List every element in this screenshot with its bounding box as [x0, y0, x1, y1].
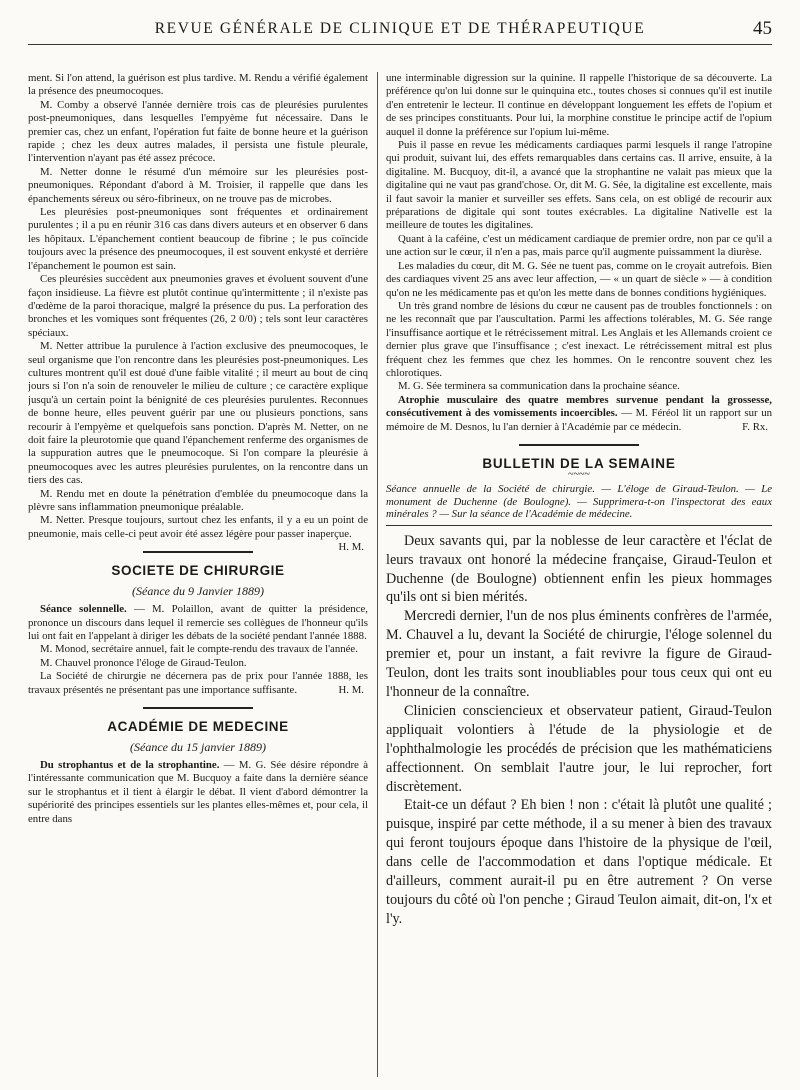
- page-number: 45: [753, 18, 772, 39]
- paragraph: M. G. Sée terminera sa communication dans la prochaine séance.: [398, 380, 680, 393]
- paragraph: Les pleurésies post-pneumoniques sont fréquentes et ordinairement purulentes ; il a pu en réunir 316 cas dans divers auteurs et en observer 6 dans les hôpitaux. L'épanchement contient beaucoup de fibrine ; le pus coïncide toujours avec la présence des pneumocoques, il est souvent enkysté et derrière l'épanchement le poumon est sain.: [28, 206, 368, 272]
- paragraph: Deux savants qui, par la noblesse de leur caractère et l'éclat de leurs travaux ont honoré la médecine française, Giraud-Teulon et Duchenne (de Boulogne) obtiennent enfin les pieux hommages qu'ils ont si bien mérités.: [386, 532, 772, 606]
- article-columns: [28, 72, 772, 1077]
- section-divider: [143, 551, 253, 553]
- paragraph: M. Monod, secrétaire annuel, fait le compte-rendu des travaux de l'année.: [40, 643, 358, 656]
- paragraph: M. Rendu met en doute la pénétration d'emblée du pneumocoque dans la plèvre sans inflammation pneumonique préalable.: [28, 487, 368, 513]
- section-title-medecine: ACADÉMIE DE MEDECINE: [107, 719, 289, 735]
- paragraph: Les maladies du cœur, dit M. G. Sée ne tuent pas, comme on le croyait autrefois. Bien des cardiaques vivent 25 ans avec leur affection, — « un quart de siècle » — à condition qu'on ne les médicamente pas et qu'on les mette dans de bonnes conditions hygiéniques.: [386, 259, 772, 299]
- paragraph: Un très grand nombre de lésions du cœur ne causent pas de troubles fonctionnels : on ne les reconnaît que par l'auscultation. Parmi les affections tolérables, M. G. Sée range l'insuffisance aortique et le rétrécissement mitral. Les Anglais et les Allemands croient ce dernier plus grave que l'insuffisance ; c'est inexact. Le rétrécissement mitral est plus fréquent chez les femmes que chez les hommes. On le rencontre souvent chez les chlorotiques.: [386, 299, 772, 379]
- paragraph: une interminable digression sur la quinine. Il rappelle l'historique de sa découverte. La préférence qu'on lui donne sur le quinquina etc., toutes choses si connues qu'il est inutile d'en entretenir le lecteur. Il continue en développant longuement les effets de l'opium et de ses principes constituants. Pour lui, la morphine constitue le principe actif de l'opium auquel il donne la préférence sur l'opium lui-même.: [386, 72, 772, 138]
- paragraph: Mercredi dernier, l'un de nos plus éminents confrères de l'armée, M. Chauvel a lu, devant la Société de chirurgie, l'éloge solennel du premier et, pour un instant, a fait revivre la figure de Giraud-Teulon, dont les traits sont inoubliables pour tous ceux qui ont eu l'honneur de la connaître.: [386, 608, 772, 700]
- lead-heading: Du strophantus et de la strophantine.: [40, 759, 220, 772]
- signature: F. Rx.: [742, 420, 768, 433]
- signature: H. M.: [338, 683, 364, 696]
- session-date: (Séance du 9 Janvier 1889): [132, 584, 264, 599]
- section-title-chirurgie: SOCIETE DE CHIRURGIE: [111, 563, 285, 579]
- paragraph: [28, 603, 368, 643]
- running-title: REVUE GÉNÉRALE DE CLINIQUE ET DE THÉRAPEUTIQUE: [154, 20, 646, 37]
- paragraph-text: M. Netter. Presque toujours, surtout chez les enfants, il y a eu un point de pneumonie, mais celle-ci peut avoir été assez légère pour passer inaperçue.: [28, 514, 368, 540]
- paragraph-text: — M. Polaillon, avant de quitter la présidence, prononce un discours dans lequel il remercie ses collègues de l'honneur qu'ils lui ont fait en l'appelant à diriger les débats de la société pendant l'année 1888.: [28, 603, 368, 643]
- paragraph: Clinicien consciencieux et observateur patient, Giraud-Teulon appliquait volontiers à l'étude de la physiologie et de l'ophthalmologie les procédés de précision que les mathématiciens affectionnent. On semblait l'autre jour, le lui reprocher, fort discrètement.: [386, 702, 772, 795]
- paragraph: Quant à la caféine, c'est un médicament cardiaque de premier ordre, non par ce qu'il a une action sur le cœur, il n'en a pas, mais parce qu'il augmente puissamment la diurèse.: [386, 232, 772, 259]
- paragraph: Ces pleurésies succèdent aux pneumonies graves et évoluent souvent d'une façon insidieuse. La fièvre est plutôt continue qu'intermittente ; il n'existe pas d'œdème de la paroi thoracique, malgré la présence du pus. La perforation des bronches et les vomiques sont fréquentes (26, 2 0/0) ; tels sont leur caractères spéciaux.: [28, 273, 368, 339]
- paragraph: Puis il passe en revue les médicaments cardiaques parmi lesquels il range l'atropine qui produit, suivant lui, des effets remarquables dans certains cas. Il arrive, ensuite, à la digitaline. M. Bucquoy, dit-il, a avancé que la strophantine ne valait pas mieux que la digitaline qui ne vaut pas grand'chose. Or, dit M. G. Sée, la digitaline est excellente, mais il faut savoir la manier et surveiller ses effets. Sans cela, on est obligé de recourir aux préparations de digitale qui sont toutes exécrables. La digitaline Nativelle est la meilleure de toutes les digitalines.: [386, 139, 772, 232]
- right-column: [386, 72, 772, 1077]
- column-divider: [377, 72, 378, 1077]
- paragraph: Etait-ce un défaut ? Eh bien ! non : c'était là plutôt une qualité ; puisque, inspiré par cette méthode, il a su mener à bien des travaux qui feront toujours époque dans l'histoire de la physique de l'œil, dans celle de l'accommodation et dans l'optique médicale. Et d'ailleurs, comment aurait-il pu en être autrement ? On verse toujours du côté où l'on penche ; Giraud Teulon aimait, dit-on, l'x et l'y.: [386, 797, 772, 927]
- paragraph-text: — M. G. Sée désire répondre à l'intéressante communication que M. Bucquoy a faite dans la dernière séance sur le strophantus et il tient à élargir le débat. Il vient d'abord démontrer la supériorité des principes essentiels sur les plantes elles-mêmes et, pour cela, il entre dans: [28, 759, 368, 825]
- paragraph-signed: [386, 394, 772, 434]
- paragraph: ment. Si l'on attend, la guérison est plus tardive. M. Rendu a vérifié également la présence des pneumocoques.: [28, 72, 368, 98]
- paragraph-text: La Société de chirurgie ne décernera pas de prix pour l'année 1888, les travaux présentés ne présentant pas une importance suffisante.: [28, 670, 368, 696]
- ornament: ~~~~: [568, 468, 590, 480]
- paragraph: M. Netter attribue la purulence à l'action exclusive des pneumocoques, le seul organisme que l'on rencontre dans les pleurésies post-pneumoniques. Les cultures montrent qu'il est doué d'une faible vitalité ; il meurt au bout de cinq jours si l'on n'a soin de renouveler le milieu de culture ; ce caractère explique jusqu'à un certain point la bénignité de ces pleurésies purulentes. Reconnues de bonne heure, elles peuvent guérir par une ou plusieurs ponctions, sans recourir à l'empyème et quelquefois sans ponction. D'après M. Netter, on ne doit faire la pleurotomie que quand l'épanchement renferme des organismes de la suppuration autres que le pneumocoque. Si l'on compare la pleurésie à pneumocoques avec les autres pleurésies purulentes, on la rencontre dans un tiers des cas.: [28, 340, 368, 487]
- page-header: [28, 14, 772, 45]
- paragraph-signed: [28, 514, 368, 554]
- paragraph: M. Chauvel prononce l'éloge de Giraud-Teulon.: [40, 656, 247, 669]
- section-divider: [143, 707, 253, 709]
- paragraph: [28, 759, 368, 826]
- bulletin-summary: [386, 483, 772, 526]
- session-date: (Séance du 15 janvier 1889): [130, 740, 266, 755]
- section-divider: [519, 444, 639, 446]
- bulletin-body: [386, 532, 772, 929]
- summary-text: Séance annuelle de la Société de chirurgie. — L'éloge de Giraud-Teulon. — Le monument de Duchenne (de Boulogne). — Supprimera-t-on l'inspectorat des eaux minérales ? — Sur la séance de l'Académie de médecine.: [386, 482, 772, 521]
- paragraph-text: — M. Féréol lit un rapport sur un mémoire de M. Desnos, lu l'an dernier à l'Académie par ce médecin.: [386, 407, 772, 433]
- paragraph: M. Comby a observé l'année dernière trois cas de pleurésies purulentes post-pneumoniques, dans lesquelles l'empyème fut nécessaire. Dans le premier cas, chez un enfant, l'opération fut faite de bonne heure et la guérison rapide ; chez les deux autres malades, il persista une fistule pleurale, l'intervention n'ayant pas été assez précoce.: [28, 98, 368, 165]
- section-title-bulletin: BULLETIN DE LA SEMAINE: [482, 455, 676, 471]
- paragraph: M. Netter donne le résumé d'un mémoire sur les pleurésies post-pneumoniques. Répondant d'abord à M. Troisier, il rappelle que dans les épanchements séreux ou séro-fibrineux, on ne trouve pas de microbes.: [28, 165, 368, 205]
- paragraph-signed: [28, 670, 368, 697]
- lead-heading: Séance solennelle.: [40, 603, 127, 616]
- left-column: [28, 72, 368, 1077]
- right-small-text: [386, 72, 772, 434]
- signature: H. M.: [338, 541, 364, 554]
- lead-heading: Atrophie musculaire des quatre membres survenue pendant la grossesse, consécutivement à des vomissements incoercibles.: [386, 393, 772, 420]
